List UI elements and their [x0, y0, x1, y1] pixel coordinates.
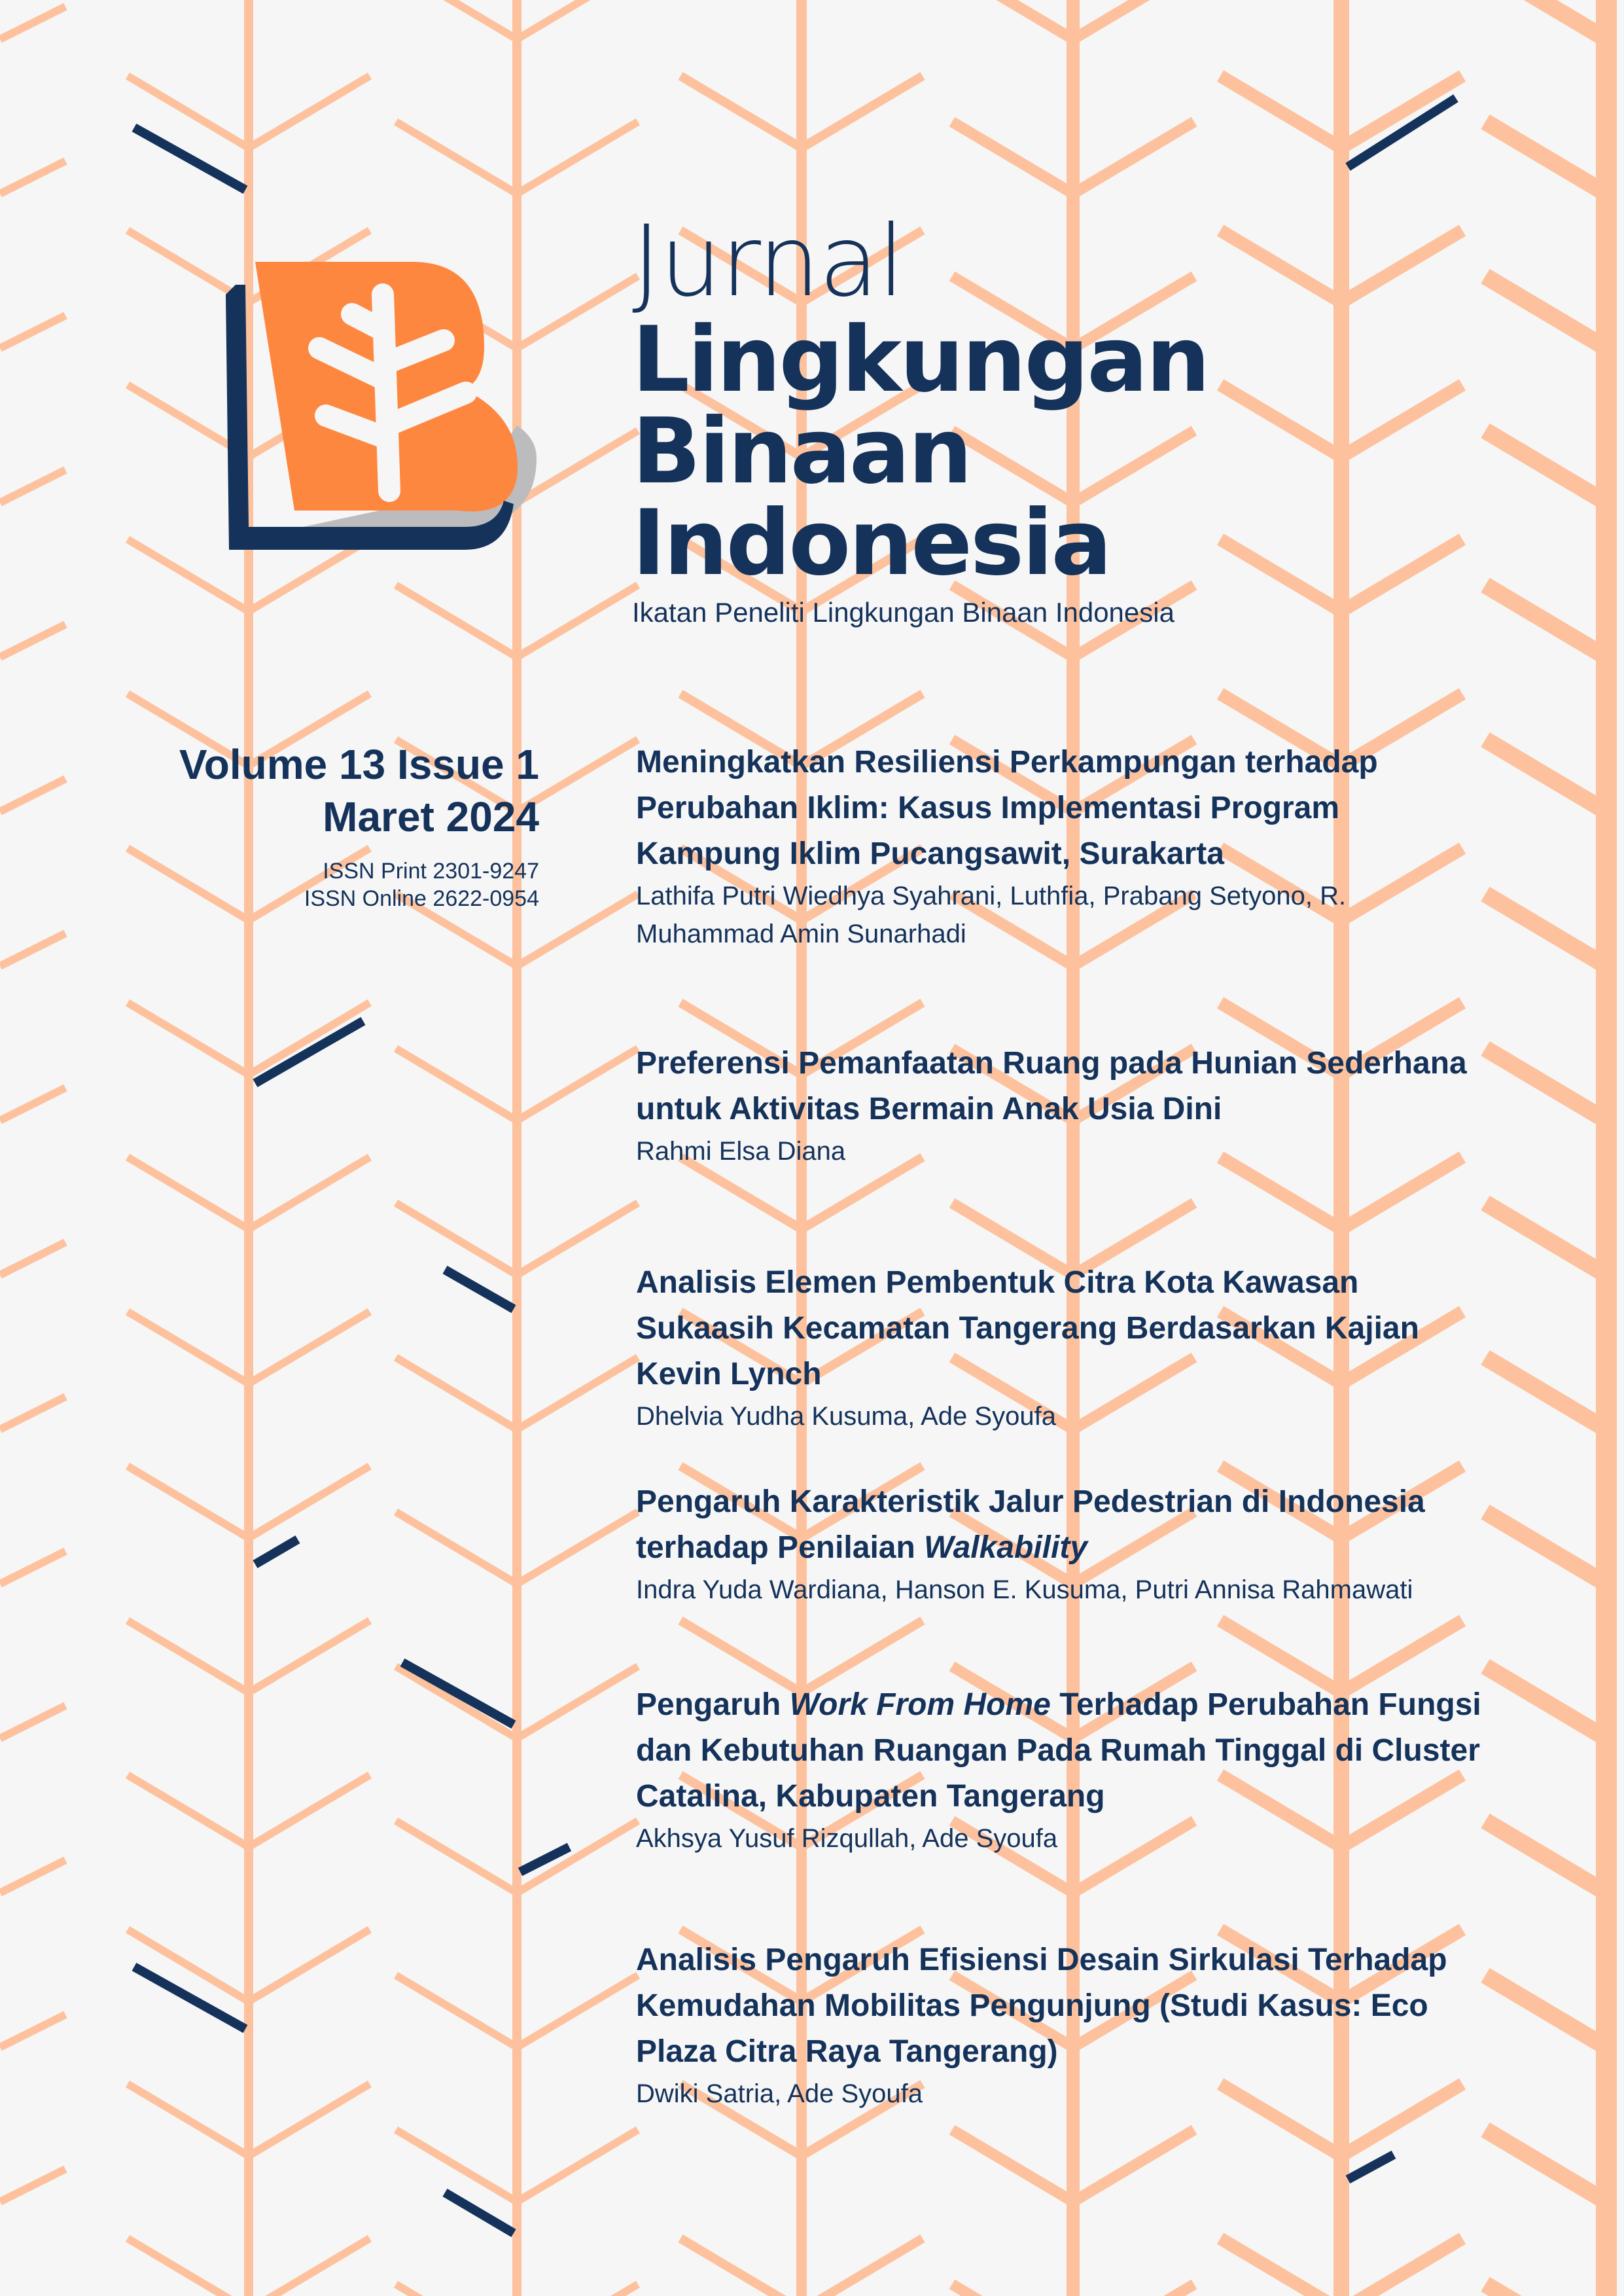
article-2: [636, 1041, 1487, 1170]
article-title: Pengaruh Work From Home Terhadap Perubahan Fungsi dan Kebutuhan Ruangan Pada Rumah Tinggal di Cluster Catalina, Kabupaten Tangerang: [636, 1687, 1481, 1814]
issue-info: [179, 738, 539, 912]
article-title: Preferensi Pemanfaatan Ruang pada Hunian Sederhana untuk Aktivitas Bermain Anak Usia Dini: [636, 1046, 1467, 1126]
journal-name-jurnal: Jurnal: [632, 205, 904, 319]
issue-date: Maret 2024: [323, 793, 539, 840]
journal-name-binaan: Binaan: [632, 399, 971, 504]
journal-name-lingkungan: Lingkungan: [632, 307, 1209, 412]
article-authors: Lathifa Putri Wiedhya Syahrani, Luthfia, Prabang Setyono, R. Muhammad Amin Sunarhadi: [636, 882, 1347, 948]
issn-online: ISSN Online 2622-0954: [304, 886, 539, 911]
article-4: [636, 1479, 1487, 1609]
issn-print: ISSN Print 2301-9247: [323, 859, 539, 884]
masthead: [632, 205, 1286, 631]
article-6: [636, 1937, 1487, 2113]
article-authors: Dhelvia Yudha Kusuma, Ade Syoufa: [636, 1402, 1056, 1431]
article-authors: Akhsya Yusuf Rizqullah, Ade Syoufa: [636, 1824, 1058, 1853]
article-1: [636, 740, 1487, 953]
article-authors: Rahmi Elsa Diana: [636, 1137, 846, 1166]
publisher-name: Ikatan Peneliti Lingkungan Binaan Indonesia: [632, 597, 1174, 628]
journal-logo-icon: [209, 242, 550, 556]
journal-name-indonesia: Indonesia: [632, 490, 1110, 596]
article-title: Meningkatkan Resiliensi Perkampungan terhadap Perubahan Iklim: Kasus Implementasi Program Kampung Iklim Pucangsawit, Surakarta: [636, 745, 1378, 871]
article-title-italic: Walkability: [924, 1530, 1088, 1565]
article-title: Pengaruh Karakteristik Jalur Pedestrian di Indonesia terhadap Penilaian Walkability: [636, 1484, 1425, 1565]
article-5: [636, 1682, 1487, 1857]
article-title: Analisis Pengaruh Efisiensi Desain Sirkulasi Terhadap Kemudahan Mobilitas Pengunjung (Studi Kasus: Eco Plaza Citra Raya Tangerang): [636, 1943, 1447, 2069]
article-title: Analisis Elemen Pembentuk Citra Kota Kawasan Sukaasih Kecamatan Tangerang Berdasarkan Kajian Kevin Lynch: [636, 1265, 1419, 1391]
article-authors: Indra Yuda Wardiana, Hanson E. Kusuma, Putri Annisa Rahmawati: [636, 1575, 1413, 1604]
volume-issue: Volume 13 Issue 1: [179, 741, 539, 788]
article-3: [636, 1260, 1487, 1435]
article-authors: Dwiki Satria, Ade Syoufa: [636, 2079, 923, 2108]
article-title-italic: Work From Home: [789, 1687, 1051, 1722]
